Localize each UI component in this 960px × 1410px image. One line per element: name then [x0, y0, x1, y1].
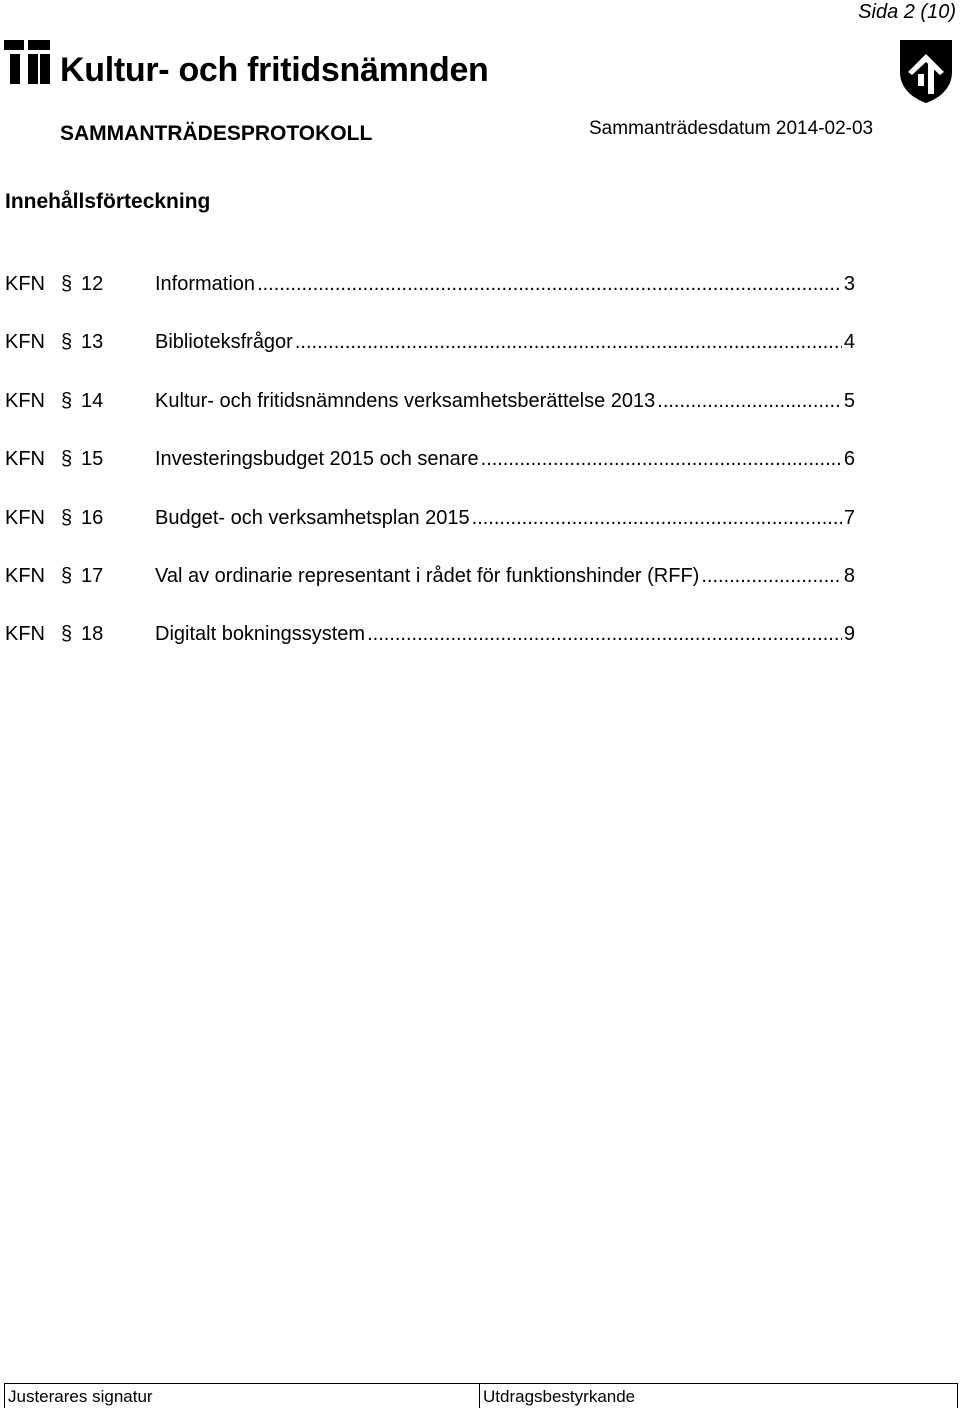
- toc-entry-prefix: KFN: [5, 448, 45, 471]
- section-sign: §: [61, 506, 73, 529]
- toc-entry-page: 8: [843, 564, 855, 587]
- toc-entry-prefix: KFN: [5, 389, 45, 412]
- toc-entry-number: 14: [81, 389, 104, 412]
- org-name: Kultur- och fritidsnämnden: [60, 51, 489, 89]
- section-sign: §: [61, 389, 73, 412]
- dot-leader: [472, 506, 842, 530]
- toc-entry[interactable]: [5, 272, 855, 330]
- dot-leader: [481, 447, 842, 471]
- toc-entry-page: 9: [843, 623, 855, 646]
- document-type: SAMMANTRÄDESPROTOKOLL: [60, 122, 373, 145]
- toc-heading: Innehållsförteckning: [5, 190, 211, 213]
- toc-entry-number: 17: [81, 564, 104, 587]
- toc-entry-title: Val av ordinarie representant i rådet för funktionshinder (RFF): [155, 564, 700, 587]
- dot-leader: [701, 564, 842, 588]
- tf-logo-icon: [4, 40, 50, 84]
- toc-entry-prefix: KFN: [5, 273, 45, 295]
- dot-leader: [657, 389, 842, 413]
- section-sign: §: [61, 448, 73, 471]
- toc-entry-number: 16: [81, 506, 104, 529]
- dot-leader: [367, 622, 842, 646]
- toc-entry-page: 4: [843, 331, 855, 354]
- toc-entry-title: Investeringsbudget 2015 och senare: [155, 448, 479, 471]
- toc-entry-page: 6: [843, 448, 855, 471]
- municipal-crest-icon: [898, 38, 954, 104]
- extract-certification-box: Utdragsbestyrkande: [483, 1387, 636, 1406]
- toc-entry-prefix: KFN: [5, 623, 45, 646]
- toc-entry-title: Kultur- och fritidsnämndens verksamhetsberättelse 2013: [155, 389, 656, 412]
- toc-entry-title: Information: [155, 273, 256, 295]
- section-sign: §: [61, 623, 73, 646]
- toc-entry[interactable]: [5, 330, 855, 388]
- signature-footer: [4, 1383, 958, 1408]
- section-sign: §: [61, 331, 73, 354]
- dot-leader: [257, 272, 842, 296]
- toc-entry-prefix: KFN: [5, 564, 45, 587]
- dot-leader: [295, 330, 842, 354]
- toc-entry-prefix: KFN: [5, 331, 45, 354]
- adjuster-signature-box: Justerares signatur: [5, 1384, 480, 1408]
- toc-entry[interactable]: [5, 506, 855, 564]
- toc-entry-page: 7: [843, 506, 855, 529]
- table-of-contents: [5, 272, 855, 681]
- toc-entry-page: 5: [843, 389, 855, 412]
- toc-entry-prefix: KFN: [5, 506, 45, 529]
- toc-entry-number: 13: [81, 331, 104, 354]
- page-number: Sida 2 (10): [858, 1, 956, 23]
- toc-entry[interactable]: [5, 564, 855, 622]
- section-sign: §: [61, 273, 73, 295]
- toc-entry-number: 12: [81, 273, 104, 295]
- toc-entry-number: 18: [81, 623, 104, 646]
- toc-entry[interactable]: [5, 447, 855, 505]
- meeting-date: Sammanträdesdatum 2014-02-03: [589, 118, 874, 139]
- toc-entry-page: 3: [843, 273, 855, 295]
- toc-entry-title: Digitalt bokningssystem: [155, 623, 366, 646]
- section-sign: §: [61, 564, 73, 587]
- toc-entry[interactable]: [5, 622, 855, 680]
- toc-entry-number: 15: [81, 448, 104, 471]
- toc-entry-title: Biblioteksfrågor: [155, 331, 293, 354]
- toc-entry-title: Budget- och verksamhetsplan 2015: [155, 506, 470, 529]
- toc-entry[interactable]: [5, 389, 855, 447]
